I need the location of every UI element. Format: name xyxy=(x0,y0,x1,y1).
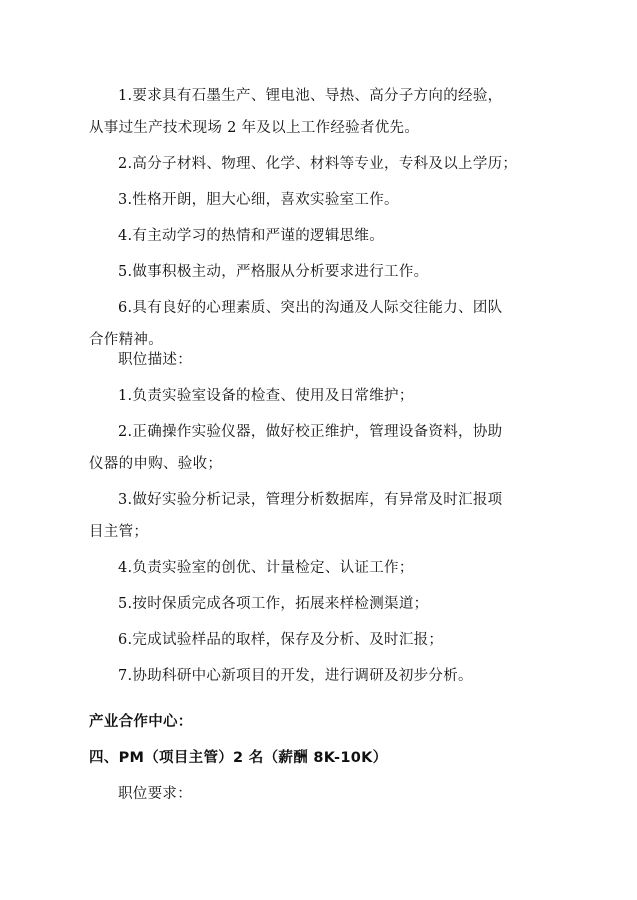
description-section xyxy=(89,344,559,692)
description-4: 4.负责实验室的创优、计量检定、认证工作； xyxy=(118,560,414,576)
description-heading: 职位描述： xyxy=(118,352,192,368)
description-5: 5.按时保质完成各项工作，拓展来样检测渠道； xyxy=(118,596,429,612)
description-3-line2: 目主管； xyxy=(89,524,149,540)
requirement-4: 4.有主动学习的热情和严谨的逻辑思维。 xyxy=(118,228,385,244)
description-2-line2: 仪器的申购、验收； xyxy=(89,456,223,472)
position-title: 四、PM（项目主管）2 名（薪酬 8K-10K） xyxy=(89,750,388,766)
description-7: 7.协助科研中心新项目的开发，进行调研及初步分析。 xyxy=(118,668,473,684)
requirements-list xyxy=(89,80,559,356)
requirement-6-line1: 6.具有良好的心理素质、突出的沟通及人际交往能力、团队 xyxy=(118,300,503,316)
requirement-6-line2: 合作精神。 xyxy=(89,332,163,348)
requirement-1-line1: 1.要求具有石墨生产、锂电池、导热、高分子方向的经验， xyxy=(118,88,503,104)
description-2-line1: 2.正确操作实验仪器，做好校正维护，管理设备资料，协助 xyxy=(118,424,503,440)
section-title: 产业合作中心： xyxy=(89,714,193,730)
description-6: 6.完成试验样品的取样，保存及分析、及时汇报； xyxy=(118,632,444,648)
requirement-2: 2.高分子材料、物理、化学、材料等专业，专科及以上学历； xyxy=(118,156,518,172)
description-1: 1.负责实验室设备的检查、使用及日常维护； xyxy=(118,388,414,404)
requirement-1-line2: 从事过生产技术现场 2 年及以上工作经验者优先。 xyxy=(89,120,420,136)
requirement-5: 5.做事积极主动，严格服从分析要求进行工作。 xyxy=(118,264,429,280)
position-requirements-heading: 职位要求： xyxy=(118,786,192,802)
section-block xyxy=(89,706,559,810)
requirement-3: 3.性格开朗，胆大心细，喜欢实验室工作。 xyxy=(118,192,399,208)
description-3-line1: 3.做好实验分析记录，管理分析数据库，有异常及时汇报项 xyxy=(118,492,503,508)
